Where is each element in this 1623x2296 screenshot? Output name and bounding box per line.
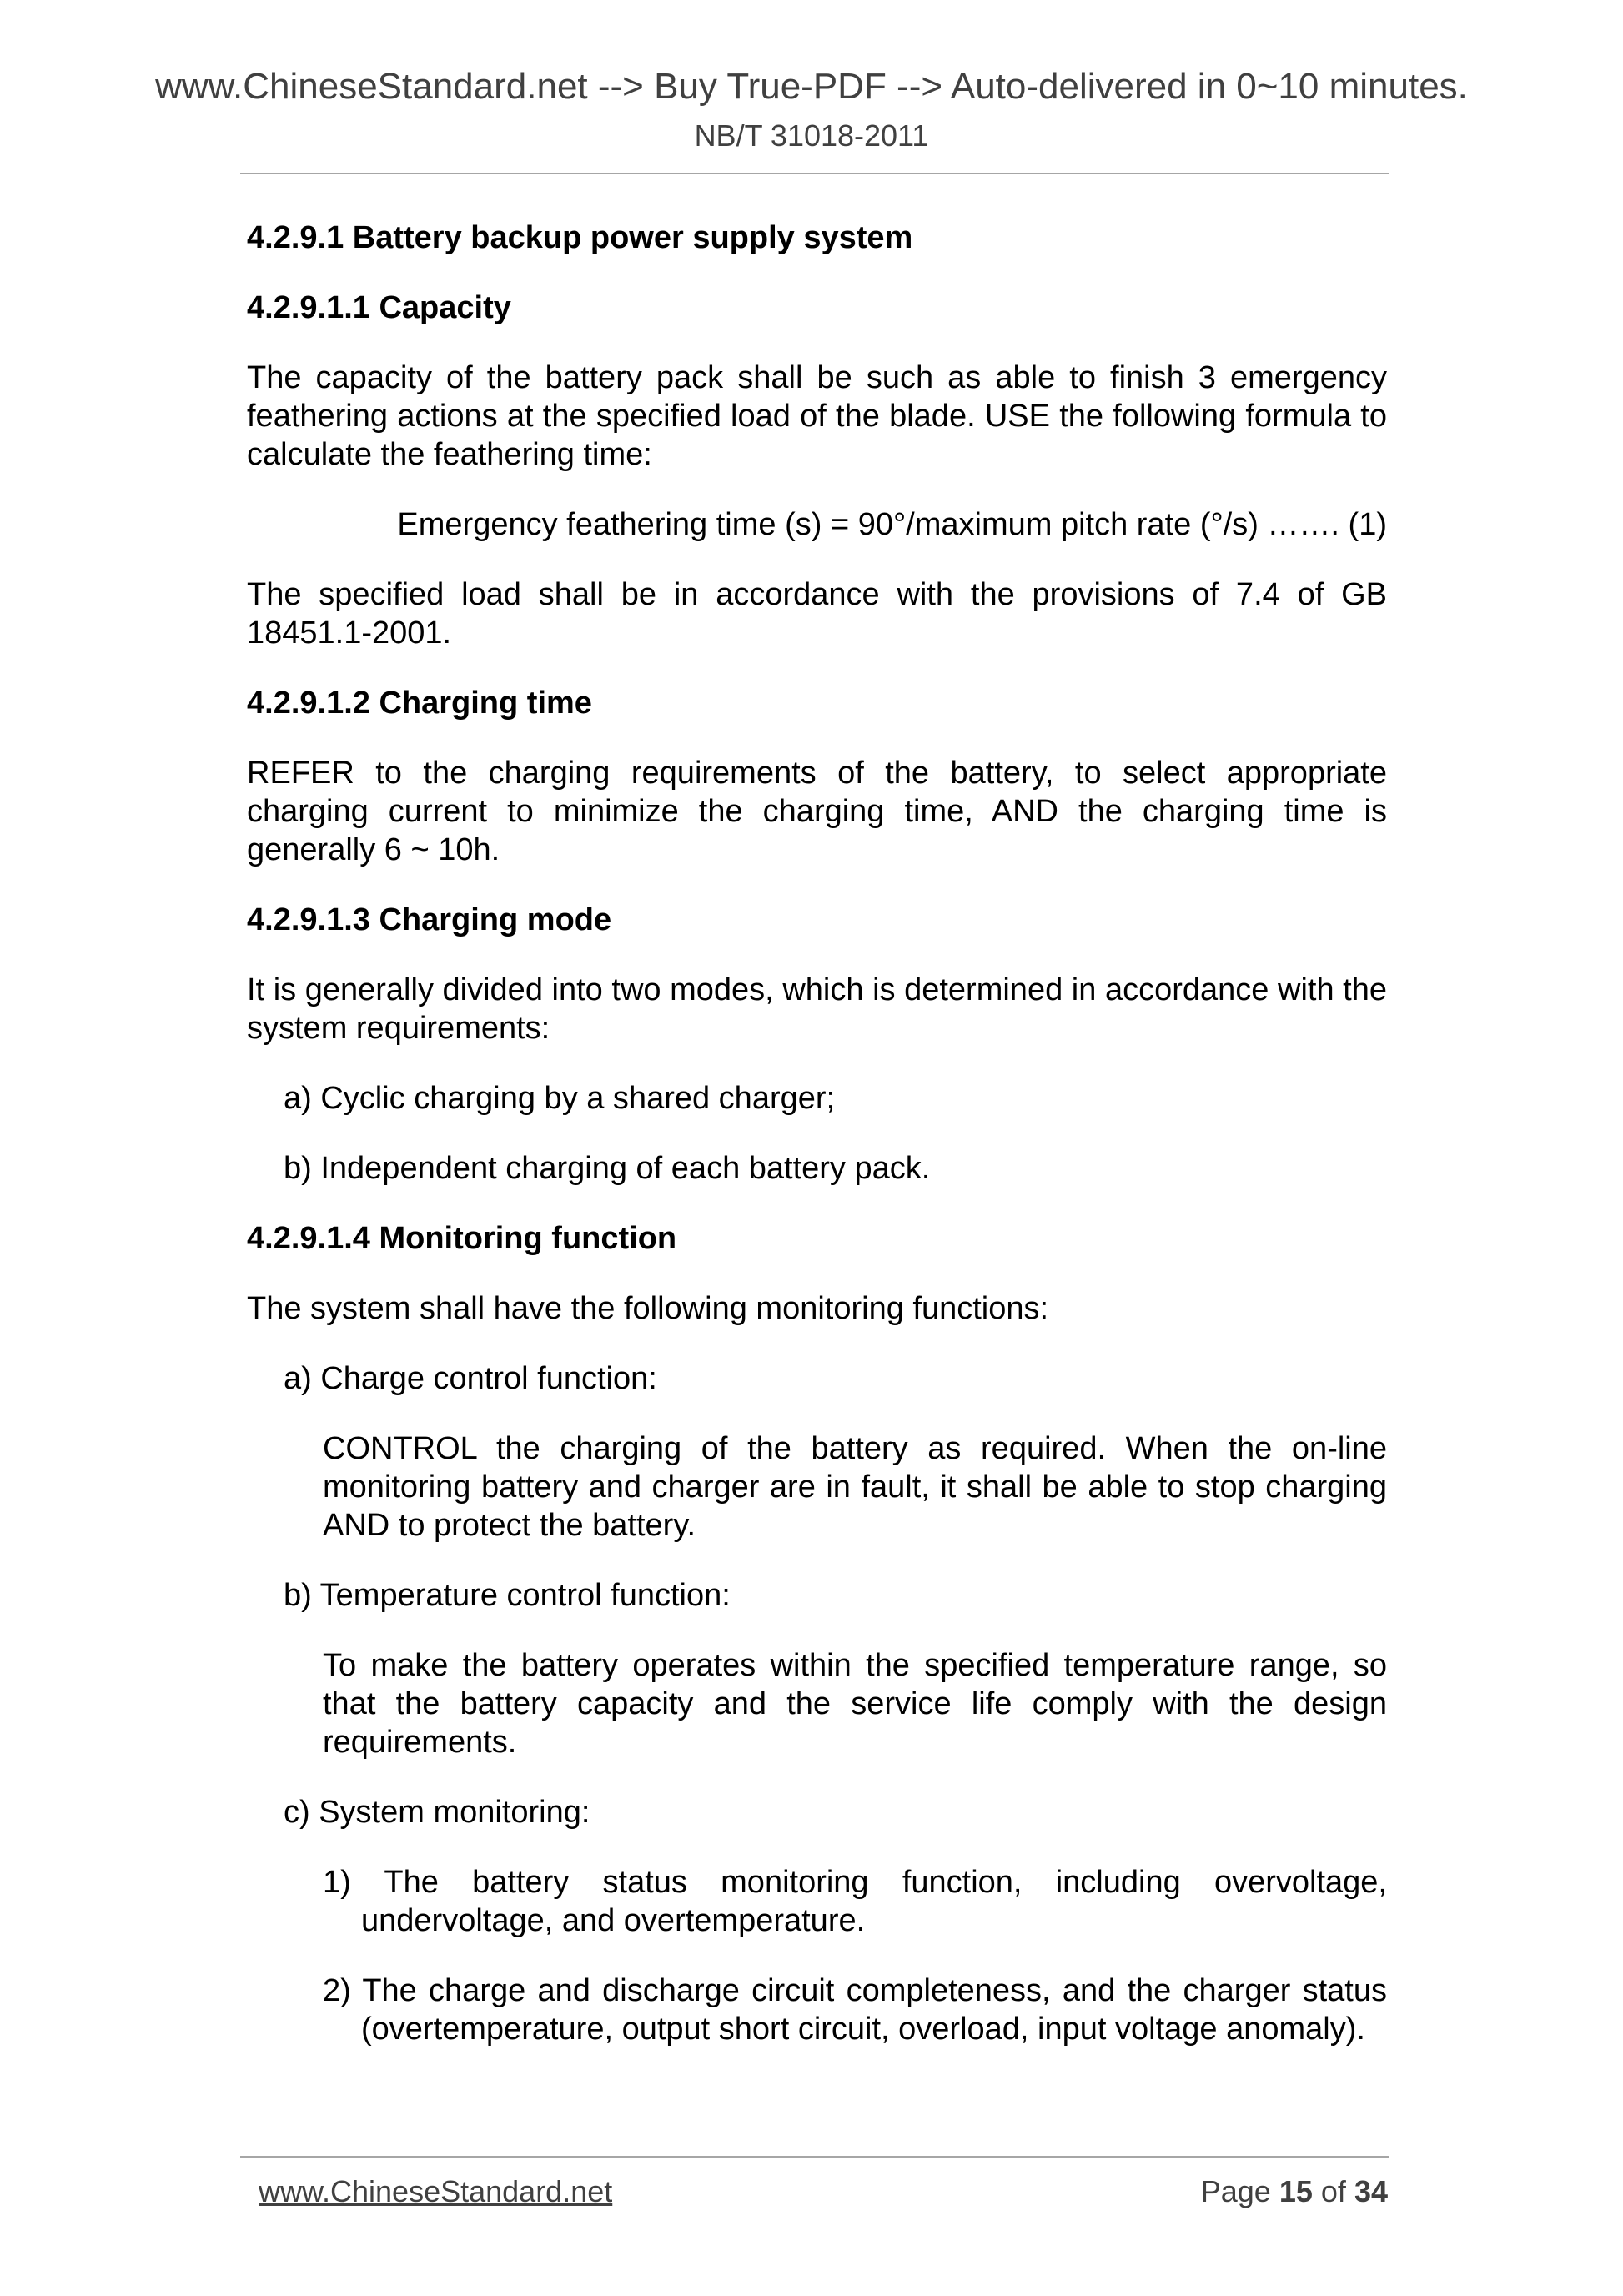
charging-mode-paragraph: It is generally divided into two modes, which is determined in accordance with the system requirements: xyxy=(247,972,1387,1046)
section-heading-4-2-9-1: 4.2.9.1 Battery backup power supply system xyxy=(247,220,913,255)
page-of-word: of xyxy=(1320,2174,1346,2208)
page-content xyxy=(247,219,1387,2080)
capacity-paragraph: The capacity of the battery pack shall be such as able to finish 3 emergency feathering actions at the specified load of the blade. USE the following formula to calculate the feathering time: xyxy=(247,360,1387,472)
page-word: Page xyxy=(1200,2174,1271,2208)
list-item-function-c-1: 1) The battery status monitoring function, including overvoltage, undervoltage, and overtemperature. xyxy=(323,1865,1387,1938)
list-item-mode-a: a) Cyclic charging by a shared charger; xyxy=(284,1081,836,1116)
page-total: 34 xyxy=(1354,2174,1388,2208)
section-heading-4-2-9-1-1: 4.2.9.1.1 Capacity xyxy=(247,290,511,325)
page-number xyxy=(1201,2171,1388,2213)
specified-load-paragraph: The specified load shall be in accordance with the provisions of 7.4 of GB 18451.1-2001. xyxy=(247,577,1387,651)
footer-site-link[interactable]: www.ChineseStandard.net xyxy=(259,2174,613,2208)
list-item-function-a: a) Charge control function: xyxy=(284,1361,657,1396)
list-item-mode-b: b) Independent charging of each battery pack. xyxy=(284,1151,931,1186)
function-a-description: CONTROL the charging of the battery as required. When the on-line monitoring battery and charger are in fault, it shall be able to stop charging AND to protect the battery. xyxy=(323,1431,1387,1543)
list-item-function-c: c) System monitoring: xyxy=(284,1795,590,1830)
section-heading-4-2-9-1-3: 4.2.9.1.3 Charging mode xyxy=(247,902,612,937)
list-item-function-b: b) Temperature control function: xyxy=(284,1578,731,1613)
footer-divider xyxy=(240,2156,1389,2158)
document-code: NB/T 31018-2011 xyxy=(694,118,929,153)
charging-time-paragraph: REFER to the charging requirements of the battery, to select appropriate charging current to minimize the charging time, AND the charging time is generally 6 ~ 10h. xyxy=(247,756,1387,867)
function-b-description: To make the battery operates within the specified temperature range, so that the battery capacity and the service life comply with the design requirements. xyxy=(323,1648,1387,1760)
section-heading-4-2-9-1-2: 4.2.9.1.2 Charging time xyxy=(247,686,592,721)
section-heading-4-2-9-1-4: 4.2.9.1.4 Monitoring function xyxy=(247,1221,677,1256)
top-banner: www.ChineseStandard.net --> Buy True-PDF --> Auto-delivered in 0~10 minutes. xyxy=(155,66,1468,107)
feathering-formula: Emergency feathering time (s) = 90°/maximum pitch rate (°/s) ……. (1) xyxy=(397,507,1387,542)
monitoring-paragraph: The system shall have the following monitoring functions: xyxy=(247,1291,1049,1326)
list-item-function-c-2: 2) The charge and discharge circuit completeness, and the charger status (overtemperature, output short circuit, overload, input voltage anomaly). xyxy=(323,1973,1387,2047)
header-divider xyxy=(240,173,1389,174)
page-current: 15 xyxy=(1279,2174,1313,2208)
